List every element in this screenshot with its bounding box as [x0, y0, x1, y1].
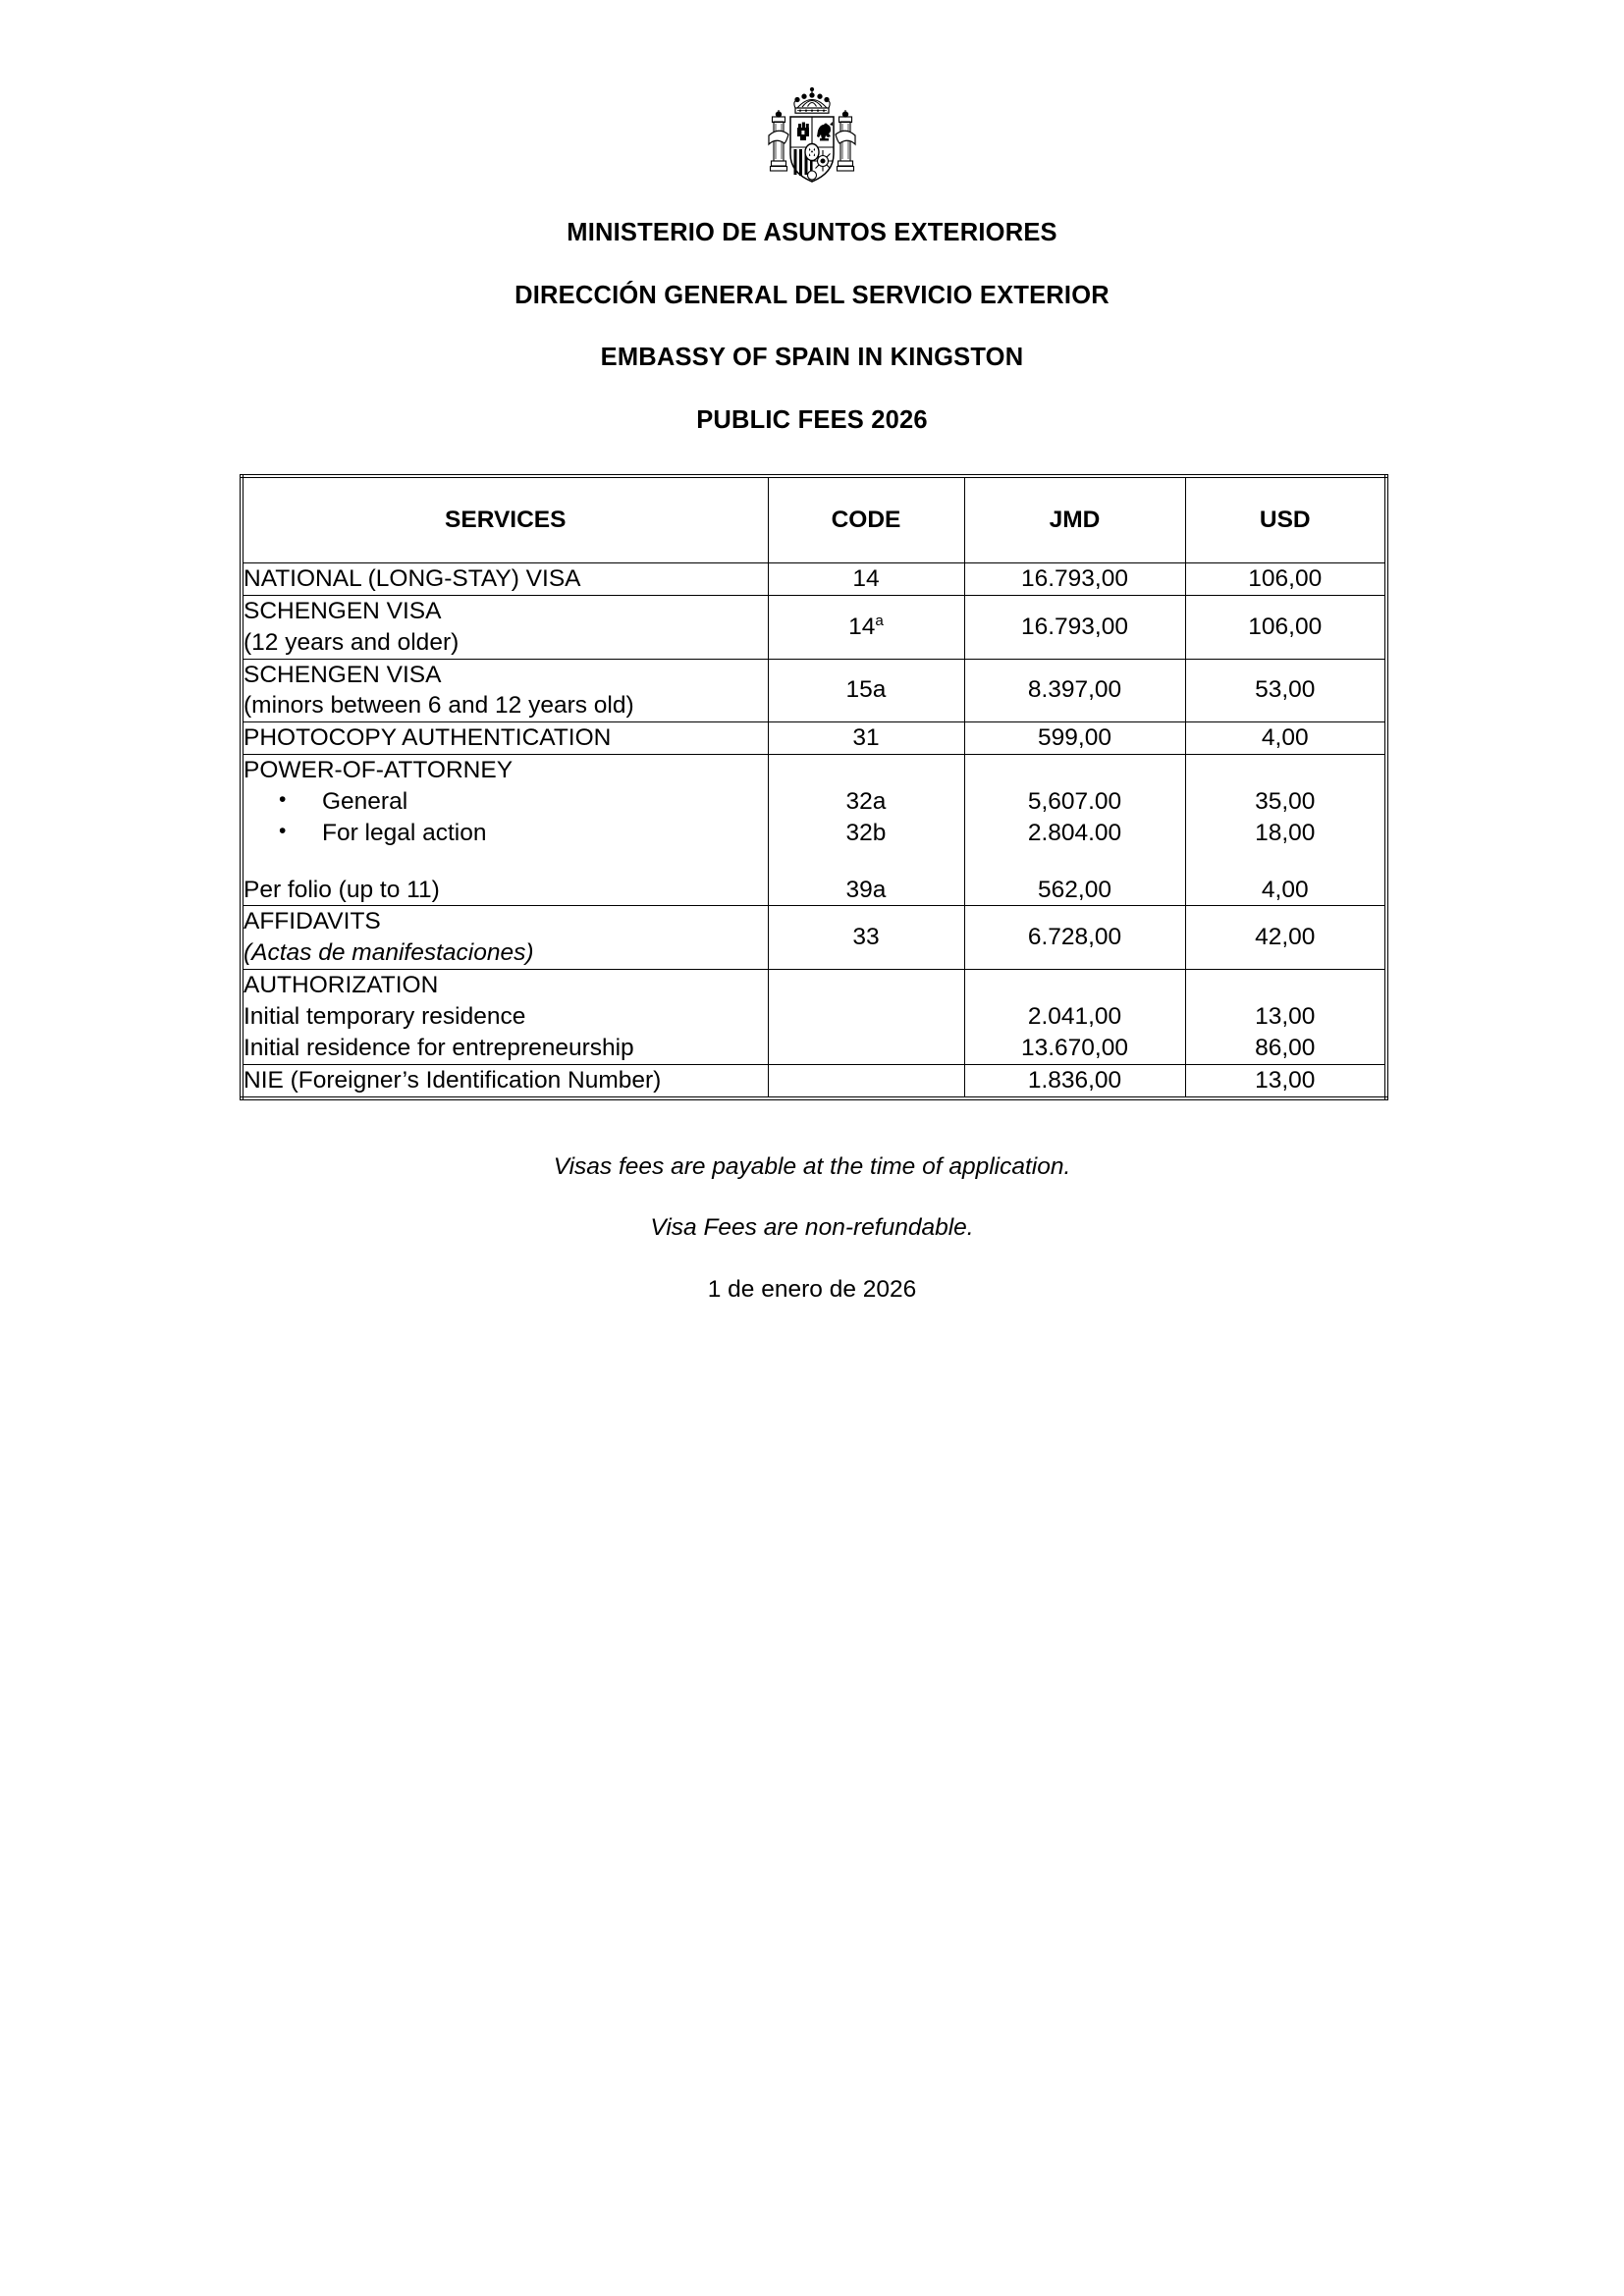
jmd-national-visa: 16.793,00 — [964, 563, 1185, 596]
column-header-jmd: JMD — [964, 476, 1185, 563]
usd-poa-per-folio: 4,00 — [1261, 876, 1309, 903]
code-photocopy: 31 — [768, 722, 964, 755]
column-header-usd: USD — [1185, 476, 1386, 563]
column-header-services: SERVICES — [242, 476, 768, 563]
fees-table-container — [240, 433, 1384, 1100]
service-name-affidavits — [242, 906, 768, 970]
usd-nie: 13,00 — [1185, 1064, 1386, 1097]
usd-authorization — [1185, 970, 1386, 1065]
poa-title: POWER-OF-ATTORNEY — [244, 757, 514, 784]
table-body — [242, 563, 1386, 1098]
effective-date: 1 de enero de 2026 — [707, 1275, 917, 1303]
jmd-affidavits: 6.728,00 — [964, 906, 1185, 970]
code-authorization — [768, 970, 964, 1065]
usd-authorization-entrepreneurship: 86,00 — [1255, 1034, 1316, 1061]
code-affidavits: 33 — [768, 906, 964, 970]
jmd-poa-per-folio: 562,00 — [1038, 876, 1111, 903]
jmd-schengen-adult: 16.793,00 — [964, 595, 1185, 659]
code-poa-general: 32a — [845, 787, 887, 815]
code-national-visa: 14 — [768, 563, 964, 596]
heading-directorate: DIRECCIÓN GENERAL DEL SERVICIO EXTERIOR — [514, 281, 1110, 309]
service-name-authorization — [242, 970, 768, 1065]
code-value: 14 — [848, 613, 876, 640]
jmd-photocopy: 599,00 — [964, 722, 1185, 755]
code-superscript: a — [875, 612, 884, 629]
table-row — [242, 1064, 1386, 1097]
table-header — [242, 476, 1386, 563]
table-row — [242, 970, 1386, 1065]
usd-schengen-minor: 53,00 — [1185, 659, 1386, 722]
authorization-sub-temporary: Initial temporary residence — [244, 1002, 526, 1030]
heading-embassy: EMBASSY OF SPAIN IN KINGSTON — [600, 344, 1024, 371]
code-schengen-adult — [768, 595, 964, 659]
service-name-photocopy: PHOTOCOPY AUTHENTICATION — [242, 722, 768, 755]
code-poa-legal-action: 32b — [845, 819, 887, 846]
schengen-adult-line2: (12 years and older) — [244, 628, 460, 656]
table-row — [242, 722, 1386, 755]
usd-photocopy: 4,00 — [1185, 722, 1386, 755]
usd-authorization-temporary: 13,00 — [1255, 1002, 1316, 1030]
heading-public-fees: PUBLIC FEES 2026 — [696, 405, 928, 434]
document-headings — [0, 221, 1624, 433]
code-power-of-attorney — [768, 755, 964, 906]
jmd-authorization-temporary: 2.041,00 — [1027, 1002, 1122, 1030]
usd-poa-general: 35,00 — [1255, 787, 1316, 815]
poa-per-folio-label: Per folio (up to 11) — [244, 876, 440, 903]
usd-poa-legal-action: 18,00 — [1255, 819, 1316, 846]
code-nie — [768, 1064, 964, 1097]
service-name-power-of-attorney — [242, 755, 768, 906]
table-row — [242, 595, 1386, 659]
jmd-power-of-attorney — [964, 755, 1185, 906]
authorization-sub-entrepreneurship: Initial residence for entrepreneurship — [244, 1034, 634, 1061]
code-schengen-minor: 15a — [768, 659, 964, 722]
table-row — [242, 563, 1386, 596]
jmd-nie: 1.836,00 — [964, 1064, 1185, 1097]
jmd-schengen-minor: 8.397,00 — [964, 659, 1185, 722]
service-name-national-visa: NATIONAL (LONG-STAY) VISA — [242, 563, 768, 596]
service-name-schengen-minor — [242, 659, 768, 722]
service-name-schengen-adult — [242, 595, 768, 659]
affidavits-line1: AFFIDAVITS — [244, 908, 381, 935]
footer-notes — [0, 1152, 1624, 1303]
code-poa-per-folio: 39a — [845, 876, 887, 903]
crest-container — [0, 0, 1624, 199]
table-row — [242, 755, 1386, 906]
schengen-minor-line1: SCHENGEN VISA — [244, 661, 442, 688]
poa-bullet-list — [244, 786, 768, 849]
authorization-title: AUTHORIZATION — [244, 972, 439, 999]
usd-national-visa: 106,00 — [1185, 563, 1386, 596]
note-non-refundable: Visa Fees are non-refundable. — [650, 1214, 974, 1241]
table-header-row — [242, 476, 1386, 563]
coat-of-arms-of-spain-icon — [765, 84, 859, 194]
column-header-code: CODE — [768, 476, 964, 563]
jmd-poa-general: 5,607.00 — [1027, 787, 1122, 815]
usd-schengen-adult: 106,00 — [1185, 595, 1386, 659]
poa-bullet-legal-action: • For legal action — [244, 818, 768, 849]
affidavits-line2: (Actas de manifestaciones) — [244, 939, 534, 967]
poa-bullet-general: • General — [244, 786, 768, 818]
jmd-authorization — [964, 970, 1185, 1065]
jmd-authorization-entrepreneurship: 13.670,00 — [1021, 1034, 1128, 1061]
heading-ministry: MINISTERIO DE ASUNTOS EXTERIORES — [567, 219, 1057, 246]
usd-affidavits: 42,00 — [1185, 906, 1386, 970]
public-fees-table — [240, 474, 1388, 1100]
schengen-adult-line1: SCHENGEN VISA — [244, 597, 442, 624]
schengen-minor-line2: (minors between 6 and 12 years old) — [244, 692, 634, 720]
note-payable-at-application: Visas fees are payable at the time of application. — [553, 1152, 1071, 1180]
table-row — [242, 659, 1386, 722]
jmd-poa-legal-action: 2.804.00 — [1027, 819, 1122, 846]
table-row — [242, 906, 1386, 970]
usd-power-of-attorney — [1185, 755, 1386, 906]
service-name-nie: NIE (Foreigner’s Identification Number) — [242, 1064, 768, 1097]
